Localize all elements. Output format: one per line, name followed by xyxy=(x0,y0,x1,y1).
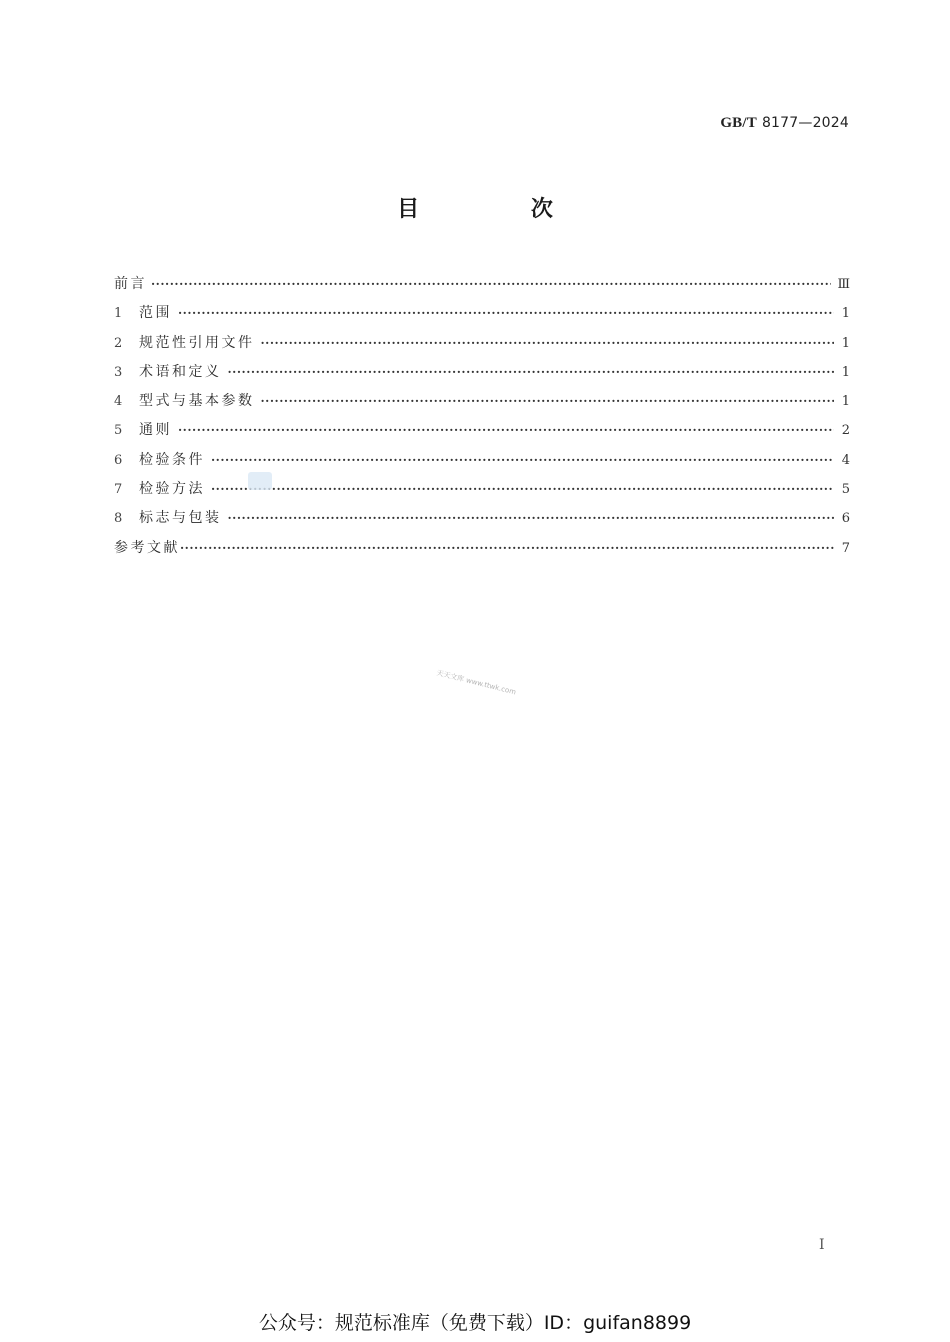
toc-entry-inspection-methods[interactable] xyxy=(114,478,850,507)
toc-dot-leader xyxy=(211,482,834,496)
toc-dot-leader xyxy=(151,277,831,291)
toc-entry-bibliography[interactable] xyxy=(114,537,850,566)
toc-entry-number: 7 xyxy=(114,482,123,498)
toc-entry-page: Ⅲ xyxy=(837,277,850,292)
toc-entry-label: 检验方法 xyxy=(139,481,205,498)
toc-entry-page: 1 xyxy=(841,394,850,410)
toc-entry-marking-packaging[interactable] xyxy=(114,507,850,536)
toc-entry-page: 1 xyxy=(841,364,850,380)
toc-entry-inspection-conditions[interactable] xyxy=(114,449,850,478)
toc-entry-label: 术语和定义 xyxy=(139,363,222,380)
toc-entry-page: 5 xyxy=(841,482,850,498)
page-title: 目 次 xyxy=(397,197,605,222)
toc-entry-label: 范围 xyxy=(139,305,172,322)
watermark-text: 天天文库 www.ttwk.com xyxy=(435,668,517,697)
toc-entry-label: 参考文献 xyxy=(114,539,180,556)
toc-entry-number: 6 xyxy=(114,452,123,468)
toc-entry-terms-definitions[interactable] xyxy=(114,361,850,390)
table-of-contents xyxy=(114,273,850,566)
toc-dot-leader xyxy=(228,511,835,525)
toc-entry-number: 2 xyxy=(114,335,123,351)
toc-entry-number: 4 xyxy=(114,394,123,410)
toc-entry-label: 型式与基本参数 xyxy=(139,393,255,410)
toc-entry-number: 3 xyxy=(114,364,123,380)
watermark-logo-icon xyxy=(248,472,272,490)
toc-entry-label: 标志与包装 xyxy=(139,510,222,527)
toc-dot-leader xyxy=(211,453,834,467)
toc-entry-page: 1 xyxy=(841,306,850,322)
toc-entry-scope[interactable] xyxy=(114,302,850,331)
toc-dot-leader xyxy=(178,423,834,437)
standard-prefix: GB/T xyxy=(720,115,757,131)
toc-entry-label: 通则 xyxy=(139,422,172,439)
footer-note: 公众号：规范标准库（免费下载）ID：guifan8899 xyxy=(258,1312,692,1334)
toc-entry-label: 前言 xyxy=(114,276,147,292)
toc-dot-leader xyxy=(261,336,835,350)
toc-dot-leader xyxy=(180,541,834,555)
toc-entry-page: 2 xyxy=(841,423,850,439)
toc-entry-number: 1 xyxy=(114,306,123,322)
toc-dot-leader xyxy=(228,365,835,379)
standard-code xyxy=(720,113,849,132)
toc-entry-page: 6 xyxy=(841,511,850,527)
toc-entry-foreword[interactable] xyxy=(114,273,850,302)
toc-entry-page: 1 xyxy=(841,335,850,351)
toc-entry-number: 8 xyxy=(114,511,123,527)
toc-dot-leader xyxy=(178,306,834,320)
page-number: I xyxy=(819,1237,825,1253)
toc-entry-number: 5 xyxy=(114,423,123,439)
toc-dot-leader xyxy=(261,394,835,408)
standard-number: 8177—2024 xyxy=(761,115,849,131)
toc-entry-page: 7 xyxy=(841,540,850,556)
toc-entry-types-parameters[interactable] xyxy=(114,390,850,419)
toc-entry-page: 4 xyxy=(841,452,850,468)
toc-entry-label: 规范性引用文件 xyxy=(139,334,255,351)
toc-entry-normative-references[interactable] xyxy=(114,332,850,361)
toc-entry-label: 检验条件 xyxy=(139,451,205,468)
toc-entry-general-rules[interactable] xyxy=(114,419,850,448)
